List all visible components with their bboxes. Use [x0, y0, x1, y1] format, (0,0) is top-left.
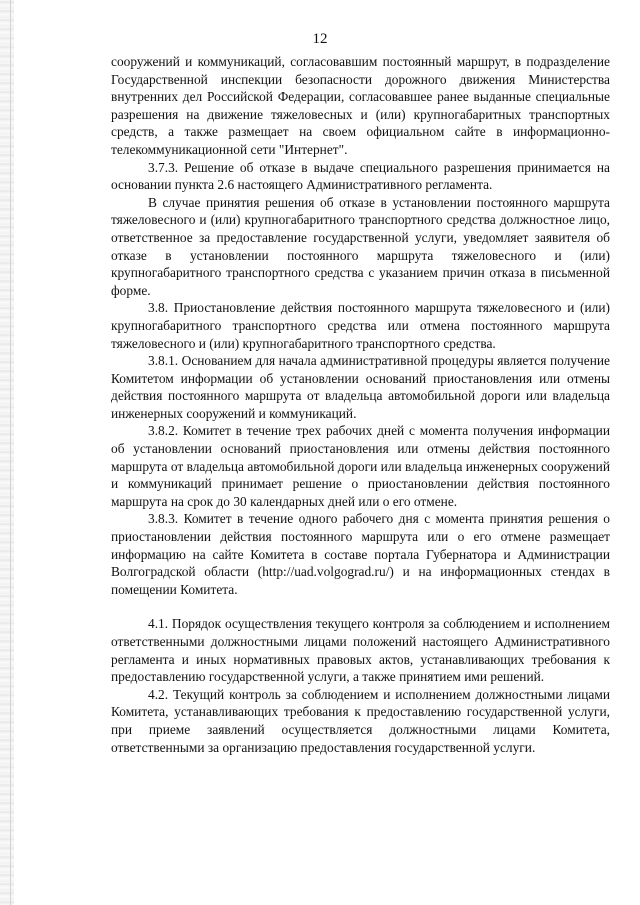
paragraph-continuation: сооружений и коммуникаций, согласовавшим постоянный маршрут, в подразделение Государственной инспекции безопасности дорожного движения Министерства внутренних дел Российской Федерации, согласовавшее ранее выданные специальные разрешения на движение тяжеловесных и (или) крупногабаритных транспортных средств, а также размещает на своем официальном сайте в информационно-телекоммуникационной сети "Интернет". [111, 54, 610, 157]
paragraph-3-8-1: 3.8.1. Основанием для начала административной процедуры является получение Комитетом информации об установлении оснований приостановления или отмены действия постоянного маршрута от владельца автомобильной дороги или владельца инженерных сооружений и коммуникаций. [111, 353, 610, 421]
paragraph-3-8: 3.8. Приостановление действия постоянного маршрута тяжеловесного и (или) крупногабаритного транспортного средства или отмена постоянного маршрута тяжеловесного и (или) крупногабаритного транспортного средства. [111, 300, 610, 351]
document-body [111, 53, 610, 756]
scan-edge-artifact [0, 0, 14, 905]
paragraph-3-8-3: 3.8.3. Комитет в течение одного рабочего дня с момента принятия решения о приостановлении действия постоянного маршрута или о его отмене размещает информацию на сайте Комитета в составе портала Губернатора и Администрации Волгоградской области (http://uad.volgograd.ru/) и на информационных стендах в помещении Комитета. [111, 511, 610, 597]
paragraph-4-2: 4.2. Текущий контроль за соблюдением и исполнением должностными лицами Комитета, устанавливающих требования к предоставлению государственной услуги, при приеме заявлений осуществляется должностными лицами Комитета, ответственными за организацию предоставления государственной услуги. [111, 686, 610, 755]
paragraph-3-7-3: 3.7.3. Решение об отказе в выдаче специального разрешения принимается на основании пункта 2.6 настоящего Административного регламента. [111, 159, 610, 193]
paragraph-3-8-2: 3.8.2. Комитет в течение трех рабочих дней с момента получения информации об установлении оснований приостановления или отмены действия постоянного маршрута от владельца автомобильной дороги или владельца инженерных сооружений и коммуникаций принимает решение о приостановлении действия постоянного маршрута на срок до 30 календарных дней или о его отмене. [111, 423, 610, 509]
page-number: 12 [312, 31, 328, 47]
paragraph-refusal-case: В случае принятия решения об отказе в установлении постоянного маршрута тяжеловесного и (или) крупногабаритного транспортного средства должностное лицо, ответственное за предоставление государственной услуги, уведомляет заявителя об отказе в установлении постоянного маршрута тяжеловесного и (или) крупногабаритного транспортного средства с указанием причин отказа в письменной форме. [111, 194, 610, 298]
paragraph-4-1: 4.1. Порядок осуществления текущего контроля за соблюдением и исполнением ответственными должностными лицами положений настоящего Административного регламента и иных нормативных правовых актов, устанавливающих требования к предоставлению государственной услуги, а также принятием ими решений. [111, 616, 610, 685]
